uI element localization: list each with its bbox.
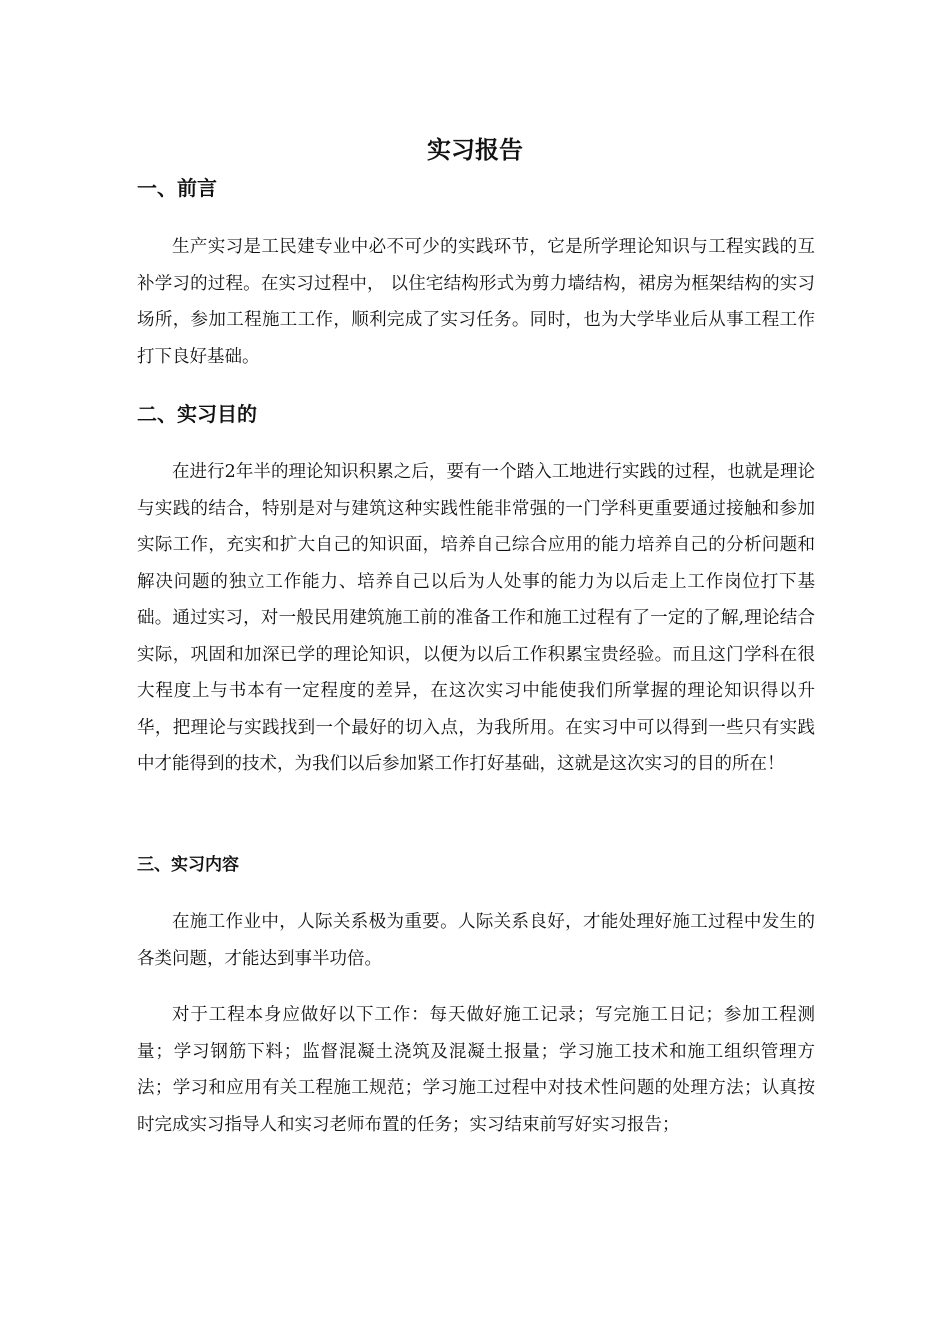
paragraph-purpose: 在进行2年半的理论知识积累之后，要有一个踏入工地进行实践的过程，也就是理论与实践的结合，特别是对与建筑这种实践性能非常强的一门学科更重要通过接触和参加实际工作，充实和扩大自己的知识面，培养自己综合应用的能力培养自己的分析问题和解决问题的独立工作能力、培养自己以后为人处事的能力为以后走上工作岗位打下基础。通过实习，对一般民用建筑施工前的准备工作和施工过程有了一定的了解,理论结合实际，巩固和加深已学的理论知识，以便为以后工作积累宝贵经验。而且这门学科在很大程度上与书本有一定程度的差异，在这次实习中能使我们所掌握的理论知识得以升华，把理论与实践找到一个最好的切入点，为我所用。在实习中可以得到一些只有实践中才能得到的技术，为我们以后参加紧工作打好基础，这就是这次实习的目的所在！ <box>137 462 815 774</box>
paragraph-preface: 生产实习是工民建专业中必不可少的实践环节，它是所学理论知识与工程实践的互补学习的过程。在实习过程中， 以住宅结构形式为剪力墙结构，裙房为框架结构的实习场所，参加工程施工工作，顺利完成了实习任务。同时，也为大学毕业后从事工程工作打下良好基础。 <box>137 237 815 367</box>
paragraph-content-tasks: 对于工程本身应做好以下工作：每天做好施工记录；写完施工日记；参加工程测量；学习钢筋下料；监督混凝土浇筑及混凝土报量；学习施工技术和施工组织管理方法；学习和应用有关工程施工规范；学习施工过程中对技术性问题的处理方法；认真按时完成实习指导人和实习老师布置的任务；实习结束前写好实习报告； <box>137 1005 815 1135</box>
document-title: 实习报告 <box>427 136 523 164</box>
section-heading-purpose: 二、实习目的 <box>137 402 257 426</box>
section-heading-preface: 一、前言 <box>137 176 217 200</box>
section-heading-content: 三、实习内容 <box>137 855 239 875</box>
paragraph-content-relations: 在施工作业中，人际关系极为重要。人际关系良好，才能处理好施工过程中发生的各类问题，才能达到事半功倍。 <box>137 912 815 969</box>
